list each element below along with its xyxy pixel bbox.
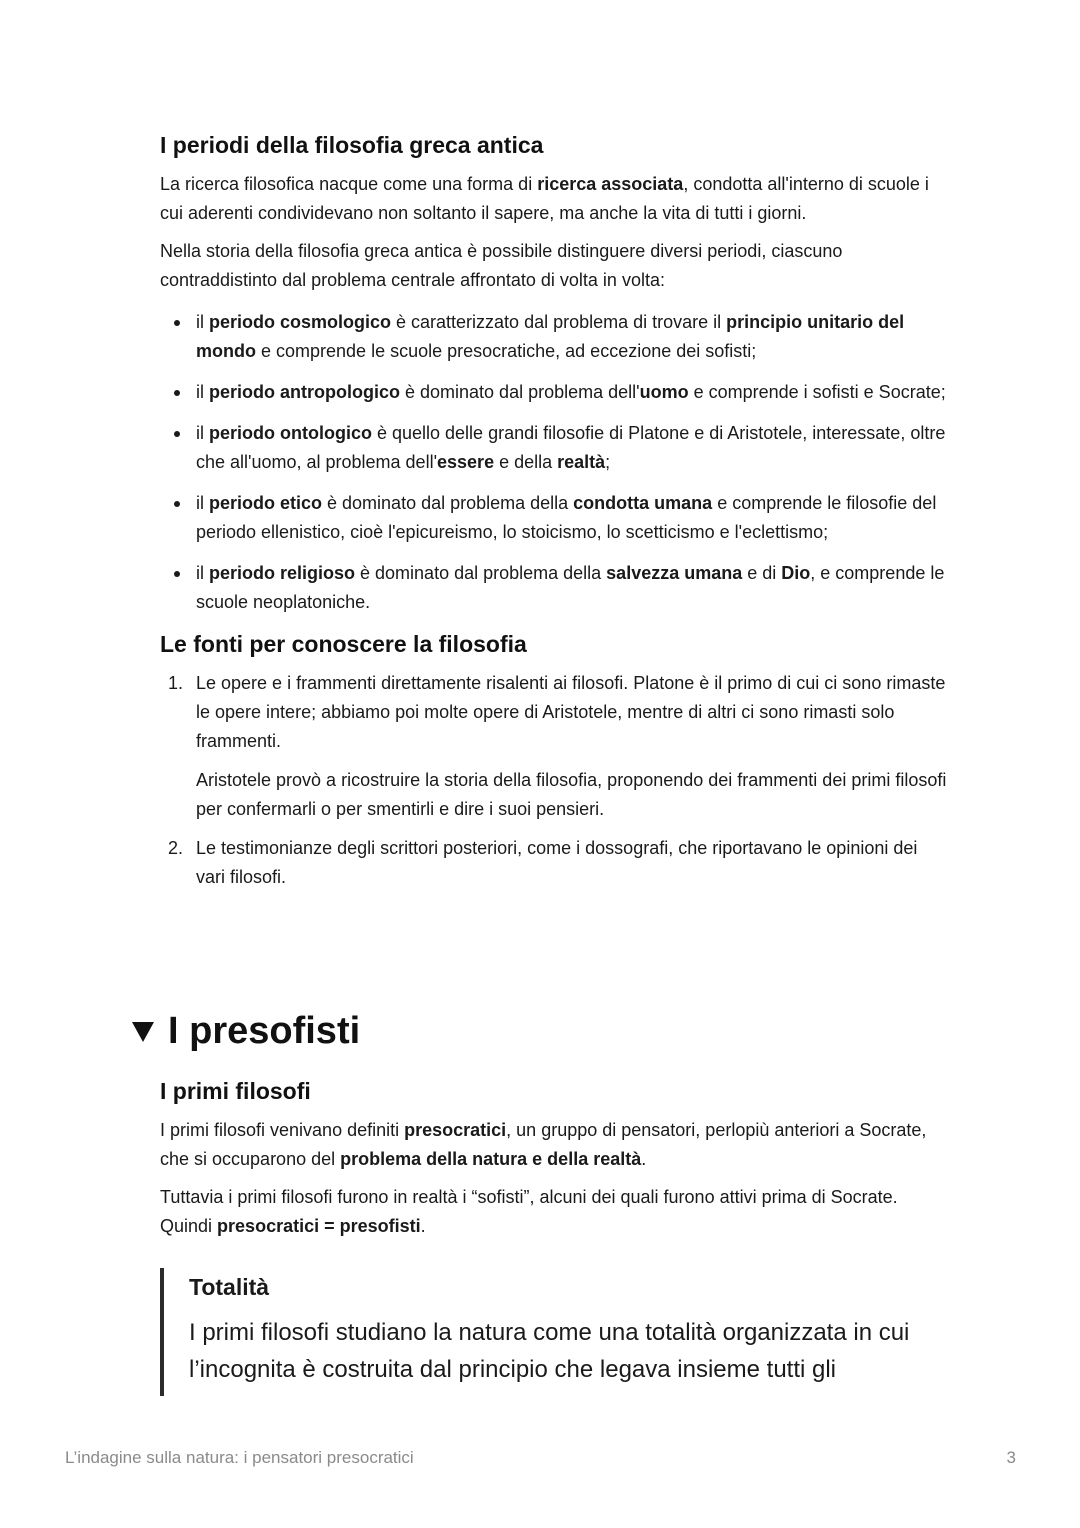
presofisti-content: [160, 1076, 950, 1250]
main-content: [160, 130, 950, 902]
source-paragraph: Le testimonianze degli scrittori posteriori, come i dossografi, che riportavano le opinioni dei vari filosofi.: [196, 838, 918, 887]
bullet-icon: [174, 390, 180, 396]
toggle-triangle-icon[interactable]: [132, 1022, 154, 1042]
page-number: 3: [1006, 1448, 1016, 1467]
quote-title: Totalità: [189, 1274, 270, 1300]
heading-presofisti: I presofisti: [168, 1010, 361, 1052]
quote-text: I primi filosofi studiano la natura come una totalità organizzata in cui l’incognita è costruita dal principio che legava insieme tutti gli: [189, 1319, 910, 1383]
list-item: il periodo antropologico è dominato dal problema dell'uomo e comprende i sofisti e Socrate;: [160, 378, 950, 407]
quote-block-totalita: [160, 1268, 950, 1396]
list-number: 2.: [168, 838, 184, 858]
toggle-heading-presofisti[interactable]: [132, 1008, 360, 1054]
list-item: [160, 834, 950, 892]
bullet-icon: [174, 501, 180, 507]
section-title-primi-filosofi: I primi filosofi: [160, 1078, 311, 1104]
section-title-periodi: I periodi della filosofia greca antica: [160, 132, 544, 158]
list-item: il periodo religioso è dominato dal problema della salvezza umana e di Dio, e comprende le scuole neoplatoniche.: [160, 559, 950, 617]
list-item: il periodo etico è dominato dal problema della condotta umana e comprende le filosofie del periodo ellenistico, cioè l'epicureismo, lo stoicismo, lo scetticismo e l'eclettismo;: [160, 489, 950, 547]
bullet-icon: [174, 571, 180, 577]
bullet-icon: [174, 431, 180, 437]
paragraph-periodi-intro: Nella storia della filosofia greca antica è possibile distinguere diversi periodi, ciascuno contraddistinto dal problema centrale affrontato di volta in volta:: [160, 241, 843, 290]
list-item: il periodo ontologico è quello delle grandi filosofie di Platone e di Aristotele, interessate, oltre che all'uomo, al problema dell'essere e della realtà;: [160, 419, 950, 477]
source-paragraph: Aristotele provò a ricostruire la storia della filosofia, proponendo dei frammenti dei primi filosofi per confermarli o per smentirli e dire i suoi pensieri.: [196, 770, 947, 819]
paragraph-ricerca: La ricerca filosofica nacque come una forma di ricerca associata, condotta all'interno di scuole i cui aderenti condividevano non soltanto il sapere, ma anche la vita di tutti i giorni.: [160, 174, 929, 223]
periods-list: [160, 308, 950, 617]
sources-list: [160, 669, 950, 892]
list-item: il periodo cosmologico è caratterizzato dal problema di trovare il principio unitario del mondo e comprende le scuole presocratiche, ad eccezione dei sofisti;: [160, 308, 950, 366]
section-title-fonti: Le fonti per conoscere la filosofia: [160, 631, 527, 657]
source-paragraph: Le opere e i frammenti direttamente risalenti ai filosofi. Platone è il primo di cui ci sono rimaste le opere intere; abbiamo poi molte opere di Aristotele, mentre di altri ci sono rimasti solo frammenti.: [196, 673, 946, 751]
paragraph-presocratici: I primi filosofi venivano definiti presocratici, un gruppo di pensatori, perlopiù anteriori a Socrate, che si occuparono del problema della natura e della realtà.: [160, 1120, 927, 1169]
footer-title: L’indagine sulla natura: i pensatori presocratici: [65, 1448, 414, 1467]
paragraph-sofisti: Tuttavia i primi filosofi furono in realtà i “sofisti”, alcuni dei quali furono attivi prima di Socrate. Quindi presocratici = presofisti.: [160, 1187, 898, 1236]
list-number: 1.: [168, 673, 184, 693]
list-item: [160, 669, 950, 824]
bullet-icon: [174, 320, 180, 326]
